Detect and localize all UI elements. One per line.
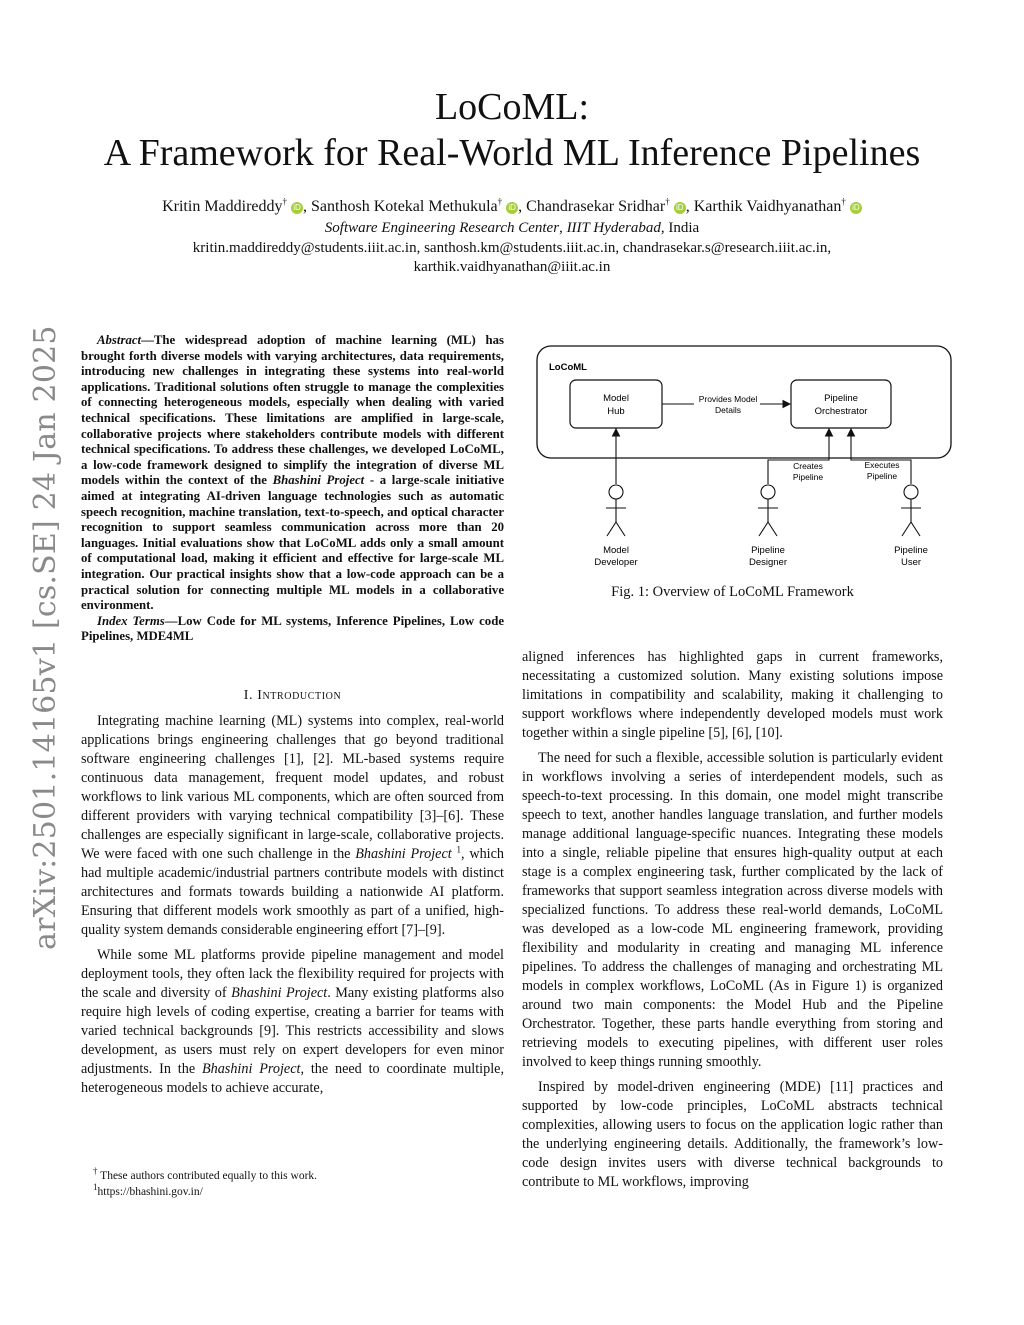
abstract-text-end: - a large-scale initiative aimed at integrating AI-driven language technologies such as automatic speech recognition, machine translation, text-to-speech, and optical character recognition to support seamless communication across more than 20 languages. Initial evaluations show that LoCoML adds only a small amount of computational load, making it efficient and effective for large-scale ML integration. Our practical insights show that a low-code approach can be a practical solution for connecting multiple ML models in a collaborative environment.	[81, 473, 504, 613]
section-number: I.	[243, 688, 254, 703]
text-run: , the need to coordinate multiple, heterogeneous models to achieve accurate,	[81, 1061, 504, 1096]
pipeline-user-actor	[901, 485, 921, 536]
index-terms-text: —Low Code for ML systems, Inference Pipelines, Low code Pipelines, MDE4ML	[81, 613, 505, 644]
abstract-body	[81, 333, 504, 614]
text-run: While some ML platforms provide pipeline management and model deployment tools, they often lack the flexibility required for projects with the scale and diversity of	[81, 947, 504, 1001]
figure-caption: Fig. 1: Overview of LoCoML Framework	[611, 584, 854, 600]
orchestrator-label: Pipeline	[824, 393, 858, 404]
index-terms	[81, 614, 504, 645]
provides-label: Provides Model	[698, 394, 758, 404]
actor-label: User	[900, 557, 922, 568]
title-line-1: LoCoML:	[434, 86, 590, 128]
author-name: Karthik Vaidhyanathan	[693, 198, 842, 215]
arxiv-identifier: arXiv:2501.14165v1 [cs.SE] 24 Jan 2025	[28, 325, 63, 950]
orcid-icon[interactable]: iD	[850, 202, 862, 214]
footnotes	[81, 1168, 504, 1200]
body-paragraph: Inspired by model-driven engineering (MDE) [11] practices and supported by low-code principles, LoCoML abstracts technical complexities, allowing users to focus on the application logic rather than the underlying engineering details. Additionally, the framework’s low-code design invites users with diverse technical backgrounds to contribute to ML workflows, improving	[522, 1079, 943, 1190]
creates-label: Pipeline	[792, 472, 824, 482]
actor-label: Pipeline	[894, 545, 928, 556]
framework-label: LoCoML	[549, 362, 587, 373]
orcid-icon[interactable]: iD	[291, 202, 303, 214]
affiliation-country: , India	[660, 220, 700, 236]
footnote-2	[81, 1184, 504, 1200]
continued-paragraph: aligned inferences has highlighted gaps in current frameworks, necessitating a customized solution. Many existing solutions impose limitations in compatibility and scalability, making it challenging to support workflows where independently developed models must work together within a single pipeline [5], [6], [10].	[522, 649, 943, 741]
orchestrator-label: Orchestrator	[814, 406, 868, 417]
model-hub-box	[570, 380, 662, 428]
author-mark: †	[282, 196, 288, 207]
locoml-overview-diagram	[522, 340, 962, 578]
abstract	[81, 333, 504, 645]
actor-label: Pipeline	[751, 545, 785, 556]
left-column-body	[81, 712, 504, 1104]
project-name: Bhashini Project	[355, 846, 452, 862]
author-list: Kritin Maddireddy†iD , Santhosh Kotekal Methukula†iD , Chandrasekar Sridhar†iD , Karthik Vaidhyanathan†iD	[40, 196, 984, 217]
paper-title	[0, 84, 1024, 176]
footnote-mark: †	[93, 1166, 98, 1177]
footnote-mark: 1	[93, 1182, 98, 1193]
affiliation-center: Software Engineering Research Center	[324, 220, 560, 236]
executes-label: Executes	[864, 460, 900, 470]
section-heading	[81, 688, 504, 704]
right-column-body	[522, 648, 943, 1198]
provides-label: Details	[715, 405, 741, 415]
footnote-ref[interactable]: 1	[456, 844, 461, 855]
author-mark: †	[841, 196, 846, 207]
title-line-2: A Framework for Real-World ML Inference Pipelines	[103, 132, 921, 174]
footnote-link[interactable]: https://bhashini.gov.in/	[97, 1186, 203, 1198]
orchestrator-box	[791, 380, 891, 428]
actor-label: Designer	[748, 557, 788, 568]
emails-line-1: kritin.maddireddy@students.iiit.ac.in, santhosh.km@students.iiit.ac.in, chandrasekar.s@research.iiit.ac.in,	[192, 240, 832, 256]
text-run: . Many existing platforms also require high levels of coding expertise, creating a barrier for teams with varied technical backgrounds [9]. This restricts accessibility and slows development, as users must rely on expert developers for even minor adjustments. In the	[81, 985, 504, 1077]
orcid-icon[interactable]: iD	[506, 202, 518, 214]
emails-line-2: karthik.vaidhyanathan@iiit.ac.in	[413, 259, 611, 275]
index-terms-label: Index Terms	[97, 613, 165, 628]
body-paragraph: The need for such a flexible, accessible solution is particularly evident in workflows involving a series of interdependent models, such as speech-to-text processing. In this domain, one model might transcribe speech to text, another handles language translation, and further models manage additional language-specific nuances. Integrating these models into a single, reliable pipeline that ensures high-quality output at each stage is a complex engineering task, further complicated by the lack of frameworks that support seamless integration across diverse models with specialized functions. To address these real-world demands, LoCoML was developed as a low-code ML engineering framework, providing flexibility and modularity in creating and managing ML inference pipelines. To address the challenges of managing and orchestrating ML models in complex workflows, LoCoML (As in Figure 1) is organized around two main components: the Model Hub and the Pipeline Orchestrator. Together, these parts handle everything from storing and retrieving models to executing pipelines, with different user roles involved to keep things running smoothly.	[522, 750, 943, 1070]
model-developer-actor	[606, 485, 626, 536]
actor-label: Developer	[594, 557, 638, 568]
project-name: Bhashini Project	[201, 1061, 301, 1077]
pipeline-designer-actor	[758, 485, 778, 536]
section-title: Introduction	[257, 688, 342, 703]
model-hub-label: Hub	[607, 406, 625, 417]
author-name: Kritin Maddireddy	[162, 198, 283, 215]
author-mark: †	[665, 196, 670, 207]
model-hub-label: Model	[603, 393, 629, 404]
author-mark: †	[497, 196, 503, 207]
intro-paragraph-1	[81, 712, 504, 940]
creates-label: Creates	[793, 461, 823, 471]
actor-label: Model	[603, 545, 629, 556]
orcid-icon[interactable]: iD	[674, 202, 686, 214]
abstract-label: Abstract	[97, 333, 142, 347]
executes-label: Pipeline	[866, 471, 898, 481]
author-name: Chandrasekar Sridhar	[526, 198, 666, 215]
footnote-1	[81, 1168, 504, 1184]
project-name: Bhashini Project	[231, 985, 328, 1001]
abstract-project: Bhashini Project	[272, 473, 365, 488]
intro-paragraph-2	[81, 946, 504, 1098]
author-name: Santhosh Kotekal Methukula	[311, 198, 498, 215]
affiliation-institute: IIIT Hyderabad	[566, 220, 661, 236]
affiliation	[40, 218, 984, 238]
author-emails	[100, 239, 924, 277]
affiliation-sep: ,	[559, 220, 567, 236]
abstract-text: —The widespread adoption of machine learning (ML) has brought forth diverse models with varying architectures, data requirements, introducing new challenges in integrating these systems into real-world applications. Traditional solutions often struggle to manage the complexities of connecting heterogeneous models, especially when dealing with varied technical specifications. These limitations are amplified in large-scale, collaborative projects where stakeholders contribute models with different technical specifications. To address these challenges, we developed LoCoML, a low-code framework designed to simplify the integration of diverse ML models within the context of the	[81, 333, 504, 488]
text-run: Integrating machine learning (ML) systems into complex, real-world applications brings engineering challenges that go beyond traditional software engineering challenges [1], [2]. ML-based systems require continuous data management, frequent model updates, and robust workflows to link various ML components, which are often sourced from different providers with varying technical compatibility [3]–[6]. These challenges are especially significant in large-scale, collaborative projects. We were faced with one such challenge in the	[81, 713, 504, 862]
text-run: , which had multiple academic/industrial partners contribute models with distinct architectures and formats towards building a nationwide AI platform. Ensuring that different models work smoothly as part of a unified, high-quality system demands considerable engineering effort [7]–[9].	[81, 846, 504, 938]
footnote-text: These authors contributed equally to this work.	[97, 1170, 318, 1182]
